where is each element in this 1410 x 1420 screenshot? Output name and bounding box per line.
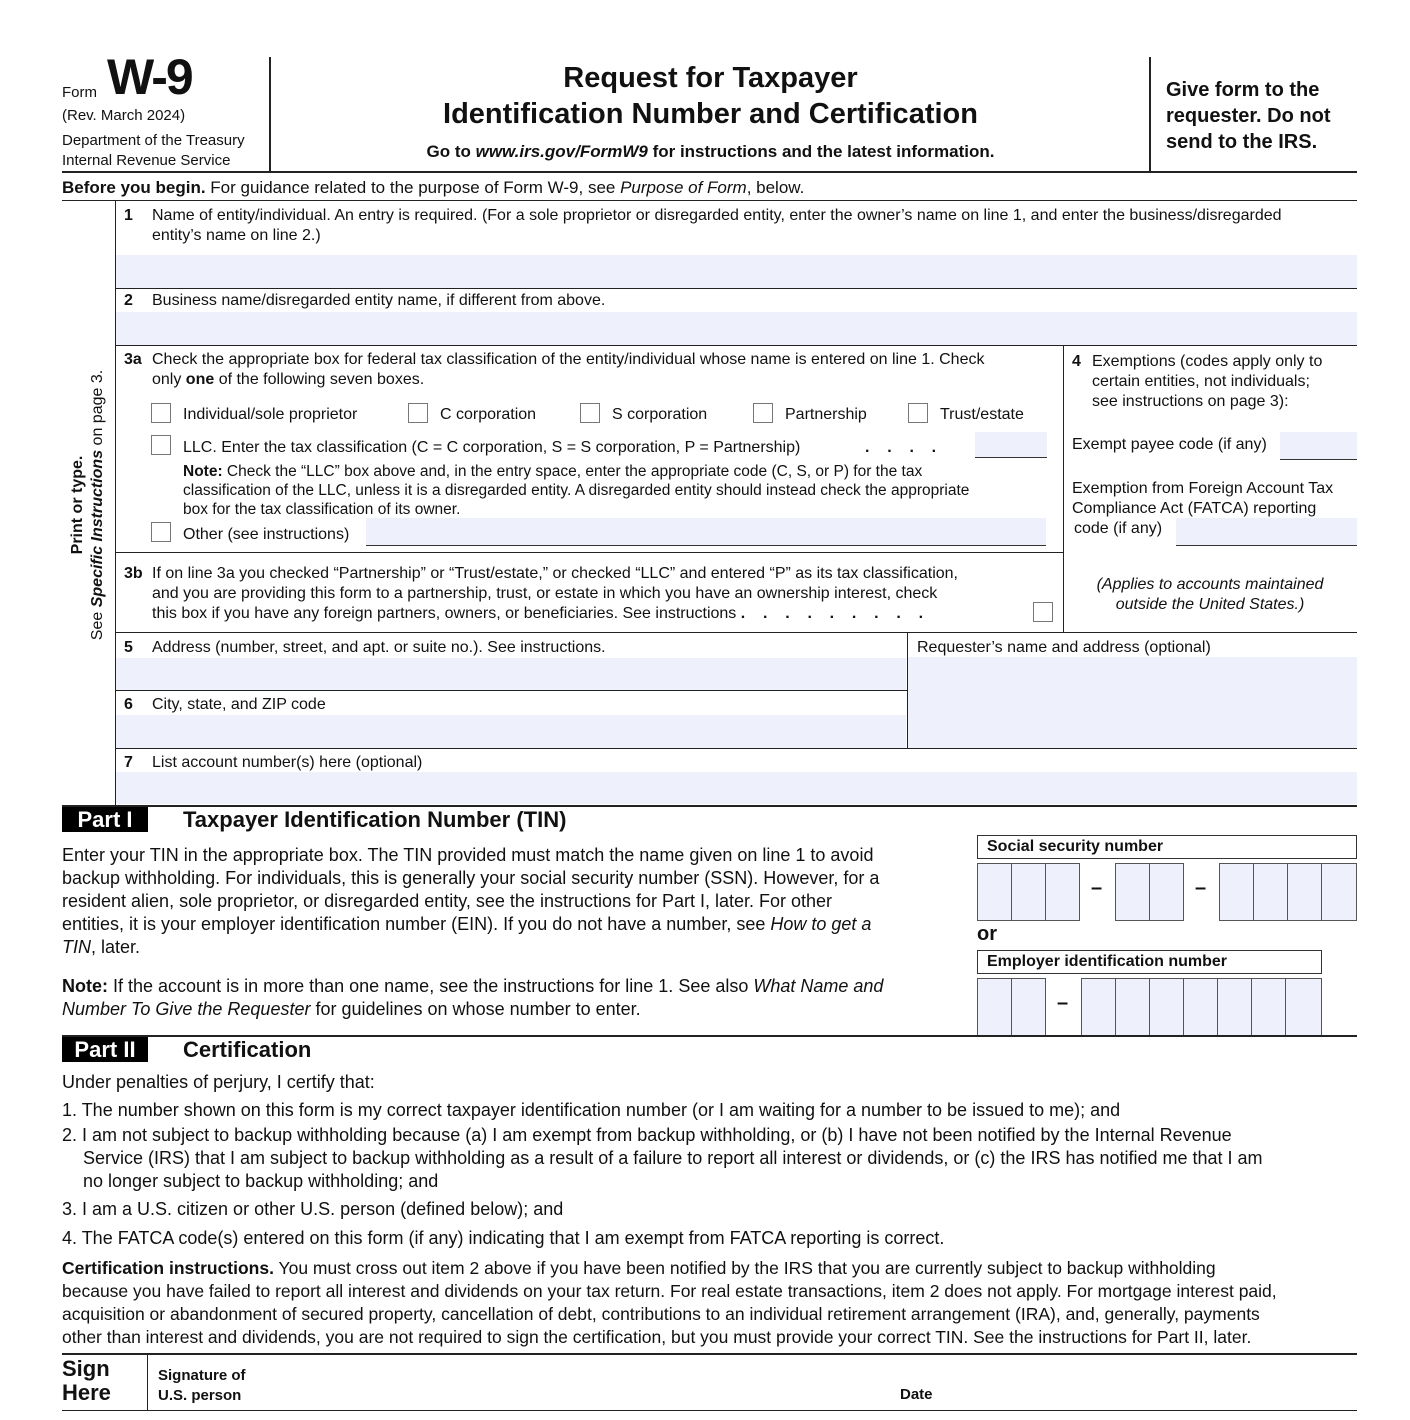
exempt-payee-label: Exempt payee code (if any) [1072,436,1267,453]
dash: – [1091,877,1103,899]
agency: Internal Revenue Service [62,152,231,169]
line2-label: 2 Business name/disregarded entity name, if different from above. [124,292,606,309]
part2-header [62,1035,1357,1062]
city-state-zip-input[interactable] [116,715,906,748]
part2-label: Part II [62,1037,148,1062]
instructions-link-line: Go to www.irs.gov/FormW9 for instructions and the latest information. [426,142,995,161]
part1-instructions: Enter your TIN in the appropriate box. The TIN provided must match the name given on line 1 to avoid backup withholding. For individuals, this is generally your social security number (SSN). However, for a resident alien, sole proprietor, or disregarded entity, see the instructions for Part I, later. For other entities, it is your employer identification number (EIN). If you do not have a number, see How to get a TIN, later. Note: If the account is in more than one name, see the instructions for line 1. See also What Name and Number To Give the Requester for guidelines on whose number to enter. [62,845,884,1019]
form-number: W-9 [107,49,192,105]
option-label: Trust/estate [940,406,1024,423]
llc-classification-input[interactable] [975,432,1047,458]
line3a-label: 3a Check the appropriate box for federal tax classification of the entity/individual whose name is entered on line 1. Check only one of the following seven boxes. [124,351,985,388]
line6-label: 6 City, state, and ZIP code [124,696,326,713]
signature-label: Signature of U.S. person [158,1367,246,1404]
checkbox-individual[interactable] [151,403,171,423]
date-input[interactable] [945,1358,1355,1408]
dept: Department of the Treasury [62,132,245,149]
exempt-payee-input[interactable] [1280,432,1357,460]
dash: – [1057,992,1069,1014]
ein-label: Employer identification number [977,950,1322,974]
llc-note: Note: Check the “LLC” box above and, in the entry space, enter the appropriate code (C, S, or P) for the tax classification of the LLC, unless it is a disregarded entity. A disregarded entity should instead check the appropriate box for the tax classification of its owner. [183,463,970,518]
option-label: S corporation [612,406,708,423]
before-you-begin: Before you begin. For guidance related to the purpose of Form W-9, see Purpose of Form, below. [62,178,805,197]
dash: – [1195,877,1207,899]
address-input[interactable] [116,658,906,690]
checkbox-llc[interactable] [151,435,171,455]
fatca-applies-note: (Applies to accounts maintained outside the United States.) [1096,576,1324,613]
line1-label: 1 Name of entity/individual. An entry is required. (For a sole proprietor or disregarded entity, enter the owner’s name on line 1, and enter the business/disregarded entity’s name on line 2.) [124,207,1282,244]
form-word: Form [62,84,97,101]
revision: (Rev. March 2024) [62,107,186,124]
irs-link[interactable]: www.irs.gov/FormW9 [475,142,648,161]
line4-label: 4 Exemptions (codes apply only to certain entities, not individuals; see instructions on page 3): [1072,353,1323,410]
checkbox-c-corp[interactable] [408,403,428,423]
option-label: Partnership [785,406,867,423]
checkbox-other[interactable] [151,522,171,542]
part2-title: Certification [183,1037,312,1062]
checkbox-partnership[interactable] [753,403,773,423]
account-numbers-input[interactable] [116,772,1357,804]
option-label: C corporation [440,406,537,423]
checkbox-trust-estate[interactable] [908,403,928,423]
checkbox-s-corp[interactable] [580,403,600,423]
ssn-label: Social security number [977,835,1357,859]
certification-text: Under penalties of perjury, I certify that: 1. The number shown on this form is my correct taxpayer identification number (or I am waiting for a number to be issued to me); and 2. I am not subject to backup withholding because (a) I am exempt from backup withholding, or (b) I have not been notified by the Internal Revenue Service (IRS) that I am subject to backup withholding as a result of a failure to report all interest or dividends, or (c) the IRS has notified me that I am no longer subject to backup withholding; and 3. I am a U.S. citizen or other U.S. person (defined below); and 4. The FATCA code(s) entered on this form (if any) indicating that I am exempt from FATCA reporting is correct. Certification instructions. You must cross out item 2 above if you have been notified by the IRS that you are currently subject to backup withholding because you have failed to report all interest and dividends on your tax return. For real estate transactions, item 2 does not apply. For mortgage interest paid, acquisition or abandonment of secured property, cancellation of debt, contributions to an individual retirement arrangement (IRA), and, generally, payments other than interest and dividends, you are not required to sign the certification, but you must provide your correct TIN. See the instructions for Part II, later. [62,1072,1277,1347]
line5-label: 5 Address (number, street, and apt. or suite no.). See instructions. [124,639,606,656]
give-form-note: Give form to the requester. Do not send to the IRS. [1166,79,1331,153]
business-name-input[interactable] [116,312,1357,345]
part1-title: Taxpayer Identification Number (TIN) [183,807,567,832]
requester-label: Requester’s name and address (optional) [917,639,1211,656]
other-label: Other (see instructions) [183,526,350,543]
option-label: Individual/sole proprietor [183,406,358,423]
date-label: Date [900,1386,933,1403]
or-label: or [977,923,997,945]
fatca-label: Exemption from Foreign Account Tax Compliance Act (FATCA) reporting code (if any) [1072,480,1334,537]
sign-here-label: Sign Here [62,1356,111,1405]
part1-label: Part I [62,807,148,832]
line7-label: 7 List account number(s) here (optional) [124,754,423,771]
part1-header [62,805,1357,832]
llc-label: LLC. Enter the tax classification (C = C corporation, S = S corporation, P = Partnership) [183,439,801,456]
requester-input[interactable] [908,657,1357,748]
leader-dots: . . . . [865,439,937,456]
name-input[interactable] [116,255,1357,288]
fatca-code-input[interactable] [1176,518,1357,546]
signature-input[interactable] [260,1358,890,1408]
form-title: Request for Taxpayer Identification Number and Certification [443,62,978,130]
checkbox-foreign-partners[interactable] [1033,602,1053,622]
other-input[interactable] [366,518,1046,546]
line3b-label: 3b If on line 3a you checked “Partnership” or “Trust/estate,” or checked “LLC” and entered “P” as its tax classification, and you are providing this form to a partnership, trust, or estate in which you have an ownership interest, check this box if you have any foreign partners, owners, or beneficiaries. See instructions . . . . . . . . . [124,565,958,622]
